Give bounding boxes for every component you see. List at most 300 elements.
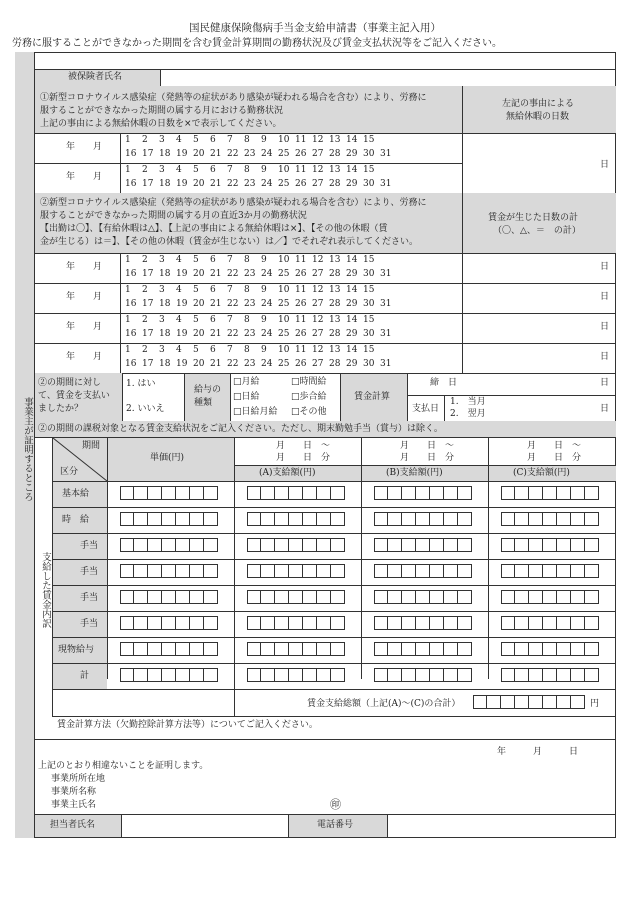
- day-number[interactable]: 25: [278, 359, 290, 369]
- pay-type-daily-monthly[interactable]: □日給月給: [233, 407, 278, 417]
- day-number[interactable]: 26: [295, 269, 307, 279]
- day-number[interactable]: 29: [346, 299, 358, 309]
- day-number[interactable]: 18: [159, 269, 171, 279]
- day-number[interactable]: 28: [329, 269, 341, 279]
- period-label: 期間: [82, 441, 101, 451]
- day-number[interactable]: 7: [227, 255, 233, 265]
- certify-company-label: 事業所名称: [51, 787, 97, 797]
- payday-label: 支払日: [412, 404, 440, 414]
- day-number[interactable]: 17: [142, 149, 154, 159]
- day-number[interactable]: 11: [295, 165, 307, 175]
- day-number[interactable]: 19: [176, 269, 188, 279]
- day-number[interactable]: 3: [159, 165, 165, 175]
- day-number[interactable]: 31: [380, 359, 392, 369]
- amount-boxes-row2-col3[interactable]: [374, 512, 472, 526]
- day-number[interactable]: 24: [261, 329, 273, 339]
- pay-type-label-1: 給与の: [194, 385, 222, 395]
- day-number[interactable]: 6: [210, 165, 216, 175]
- section1-day-numbers-1-2[interactable]: [125, 149, 397, 160]
- day-number[interactable]: 22: [227, 299, 239, 309]
- day-number[interactable]: 30: [363, 329, 375, 339]
- day-number[interactable]: 18: [159, 359, 171, 369]
- day-number[interactable]: 28: [329, 329, 341, 339]
- day-number[interactable]: 20: [193, 359, 205, 369]
- period-c-from[interactable]: 月 日 ～: [527, 441, 582, 451]
- day-number[interactable]: 2: [142, 285, 148, 295]
- day-number[interactable]: 13: [329, 165, 341, 175]
- insured-name-field[interactable]: [161, 70, 615, 86]
- sidebar-label: 事業主が証明するところ: [22, 397, 33, 502]
- amount-boxes-row5-col4[interactable]: [501, 590, 599, 604]
- amount-boxes-row3-col1[interactable]: [120, 538, 218, 552]
- section2-day-unit-4: 日: [600, 352, 610, 362]
- day-number[interactable]: 3: [159, 135, 165, 145]
- amount-boxes-row1-col2[interactable]: [247, 486, 345, 500]
- day-number[interactable]: 27: [312, 269, 324, 279]
- day-number[interactable]: 12: [312, 165, 324, 175]
- certify-statement: 上記のとおり相違ないことを証明します。: [38, 761, 209, 771]
- breakdown-instruction: ②の期間の課税対象となる賃金支給状況をご記入ください。ただし、期末勤勉手当（賞与）は除く。: [38, 424, 443, 434]
- day-number[interactable]: 22: [227, 179, 239, 189]
- amount-boxes-row8-col4[interactable]: [501, 668, 599, 682]
- day-number[interactable]: 14: [346, 345, 358, 355]
- day-number[interactable]: 27: [312, 359, 324, 369]
- section2-day-numbers-1-2[interactable]: [125, 269, 397, 280]
- day-number[interactable]: 2: [142, 165, 148, 175]
- day-number[interactable]: 11: [295, 345, 307, 355]
- day-number[interactable]: 9: [261, 285, 267, 295]
- section2-day-numbers-2-2[interactable]: [125, 299, 397, 310]
- closing-day-unit: 日: [600, 378, 610, 388]
- day-number[interactable]: 8: [244, 345, 250, 355]
- day-number[interactable]: 15: [363, 345, 375, 355]
- section1-right-line2: 無給休暇の日数: [506, 112, 570, 122]
- day-number[interactable]: 24: [261, 359, 273, 369]
- section2-day-numbers-3-2[interactable]: [125, 329, 397, 340]
- day-number[interactable]: 12: [312, 135, 324, 145]
- day-number[interactable]: 29: [346, 329, 358, 339]
- day-number[interactable]: 26: [295, 299, 307, 309]
- category-label: 区分: [60, 467, 79, 477]
- section1-day-numbers-1-1[interactable]: [125, 135, 380, 146]
- day-number[interactable]: 5: [193, 165, 199, 175]
- payment-no-option[interactable]: 2. いいえ: [126, 404, 165, 414]
- amount-boxes-row7-col4[interactable]: [501, 642, 599, 656]
- day-number[interactable]: 4: [176, 255, 182, 265]
- section2-day-numbers-4-2[interactable]: [125, 359, 397, 370]
- section2-day-unit-2: 日: [600, 292, 610, 302]
- day-number[interactable]: 28: [329, 359, 341, 369]
- amount-boxes-row8-col2[interactable]: [247, 668, 345, 682]
- amount-boxes-row5-col3[interactable]: [374, 590, 472, 604]
- breakdown-row-label-8: 計: [80, 671, 90, 681]
- day-number[interactable]: 13: [329, 315, 341, 325]
- day-number[interactable]: 6: [210, 285, 216, 295]
- day-number[interactable]: 9: [261, 345, 267, 355]
- payment-yes-option[interactable]: 1. はい: [126, 379, 156, 389]
- phone-label: 電話番号: [317, 820, 354, 830]
- day-number[interactable]: 16: [125, 269, 137, 279]
- day-number[interactable]: 23: [244, 149, 256, 159]
- section1-year-month-1[interactable]: 年 月: [66, 142, 103, 152]
- amount-boxes-row4-col3[interactable]: [374, 564, 472, 578]
- day-number[interactable]: 15: [363, 165, 375, 175]
- day-number[interactable]: 16: [125, 359, 137, 369]
- day-number[interactable]: 19: [176, 179, 188, 189]
- amount-boxes-row1-col3[interactable]: [374, 486, 472, 500]
- calc-method-label: 賃金計算方法（欠勤控除計算方法等）についてご記入ください。: [57, 720, 318, 730]
- amount-boxes-row7-col2[interactable]: [247, 642, 345, 656]
- day-number[interactable]: 5: [193, 255, 199, 265]
- day-number[interactable]: 21: [210, 269, 222, 279]
- day-number[interactable]: 2: [142, 345, 148, 355]
- payment-question-1: ②の期間に対し: [38, 378, 102, 388]
- day-number[interactable]: 29: [346, 269, 358, 279]
- day-number[interactable]: 3: [159, 255, 165, 265]
- section2-year-month-1[interactable]: 年 月: [66, 262, 103, 272]
- day-number[interactable]: 27: [312, 179, 324, 189]
- day-number[interactable]: 26: [295, 179, 307, 189]
- day-number[interactable]: 18: [159, 299, 171, 309]
- day-number[interactable]: 14: [346, 135, 358, 145]
- day-number[interactable]: 17: [142, 179, 154, 189]
- employer-sidebar: [15, 52, 35, 838]
- day-number[interactable]: 12: [312, 285, 324, 295]
- day-number[interactable]: 10: [278, 285, 290, 295]
- day-number[interactable]: 29: [346, 359, 358, 369]
- amount-boxes-row4-col4[interactable]: [501, 564, 599, 578]
- breakdown-row-label-2: 時 給: [62, 515, 90, 525]
- day-number[interactable]: 23: [244, 269, 256, 279]
- amount-boxes-row4-col2[interactable]: [247, 564, 345, 578]
- section2-day-numbers-3-1[interactable]: [125, 315, 380, 326]
- day-number[interactable]: 12: [312, 315, 324, 325]
- day-number[interactable]: 31: [380, 329, 392, 339]
- day-number[interactable]: 31: [380, 269, 392, 279]
- day-number[interactable]: 10: [278, 165, 290, 175]
- day-number[interactable]: 13: [329, 285, 341, 295]
- col-b-label: (B)支給額(円): [386, 468, 443, 478]
- breakdown-row-label-6: 手当: [80, 619, 99, 629]
- section1-day-numbers-2-2[interactable]: [125, 179, 397, 190]
- amount-boxes-row3-col2[interactable]: [247, 538, 345, 552]
- pay-type-monthly[interactable]: □月給: [233, 377, 260, 387]
- day-number[interactable]: 30: [363, 359, 375, 369]
- period-a-to[interactable]: 月 日 分: [276, 453, 331, 463]
- day-number[interactable]: 25: [278, 179, 290, 189]
- day-number[interactable]: 14: [346, 315, 358, 325]
- form-title: 国民健康保険傷病手当金支給申請書（事業主記入用）: [189, 22, 441, 34]
- day-number[interactable]: 6: [210, 135, 216, 145]
- day-number[interactable]: 5: [193, 135, 199, 145]
- day-number[interactable]: 17: [142, 329, 154, 339]
- section2-day-unit-1: 日: [600, 262, 610, 272]
- day-number[interactable]: 21: [210, 329, 222, 339]
- day-number[interactable]: 7: [227, 315, 233, 325]
- pay-type-commission[interactable]: □歩合給: [291, 392, 327, 402]
- amount-boxes-row5-col2[interactable]: [247, 590, 345, 604]
- day-number[interactable]: 16: [125, 329, 137, 339]
- day-number[interactable]: 13: [329, 135, 341, 145]
- day-number[interactable]: 8: [244, 255, 250, 265]
- day-number[interactable]: 2: [142, 315, 148, 325]
- day-number[interactable]: 20: [193, 329, 205, 339]
- day-number[interactable]: 19: [176, 329, 188, 339]
- day-number[interactable]: 7: [227, 285, 233, 295]
- pay-type-other[interactable]: □その他: [291, 407, 327, 417]
- day-number[interactable]: 19: [176, 299, 188, 309]
- total-amount-boxes[interactable]: [473, 695, 585, 709]
- section2-right-line2: （〇、△、＝ の計）: [493, 226, 581, 236]
- amount-boxes-row2-col2[interactable]: [247, 512, 345, 526]
- day-number[interactable]: 23: [244, 329, 256, 339]
- day-number[interactable]: 3: [159, 345, 165, 355]
- pay-type-daily[interactable]: □日給: [233, 392, 260, 402]
- day-number[interactable]: 30: [363, 269, 375, 279]
- day-number[interactable]: 7: [227, 345, 233, 355]
- section2-day-numbers-1-1[interactable]: [125, 255, 380, 266]
- day-number[interactable]: 29: [346, 149, 358, 159]
- seal-mark: ㊞: [330, 798, 341, 811]
- phone-field[interactable]: [388, 815, 615, 837]
- day-number[interactable]: 28: [329, 149, 341, 159]
- amount-boxes-row1-col4[interactable]: [501, 486, 599, 500]
- day-number[interactable]: 21: [210, 359, 222, 369]
- breakdown-row-label-5: 手当: [80, 593, 99, 603]
- day-number[interactable]: 4: [176, 315, 182, 325]
- amount-boxes-row8-col1[interactable]: [120, 668, 218, 682]
- day-number[interactable]: 8: [244, 165, 250, 175]
- breakdown-side-label: 支給した賃金内訳: [40, 552, 51, 628]
- col-c-label: (C)支給額(円): [513, 468, 570, 478]
- period-b-to[interactable]: 月 日 分: [400, 453, 455, 463]
- day-number[interactable]: 30: [363, 149, 375, 159]
- certify-date[interactable]: 年 月 日: [497, 747, 579, 757]
- day-number[interactable]: 25: [278, 299, 290, 309]
- day-number[interactable]: 8: [244, 315, 250, 325]
- section2-line4: 金が生じる）は＝】、【その他の休暇（賃金が生じない）は／】でそれぞれ表示してください。: [40, 237, 419, 247]
- day-number[interactable]: 2: [142, 135, 148, 145]
- day-number[interactable]: 9: [261, 135, 267, 145]
- day-number[interactable]: 15: [363, 255, 375, 265]
- day-number[interactable]: 30: [363, 299, 375, 309]
- day-number[interactable]: 27: [312, 149, 324, 159]
- day-number[interactable]: 26: [295, 359, 307, 369]
- day-number[interactable]: 15: [363, 315, 375, 325]
- day-number[interactable]: 31: [380, 149, 392, 159]
- day-number[interactable]: 1: [125, 345, 131, 355]
- day-number[interactable]: 14: [346, 285, 358, 295]
- day-number[interactable]: 24: [261, 149, 273, 159]
- day-number[interactable]: 20: [193, 269, 205, 279]
- section2-day-numbers-2-1[interactable]: [125, 285, 380, 296]
- day-number[interactable]: 16: [125, 179, 137, 189]
- unit-price-label: 単価(円): [150, 453, 185, 463]
- day-number[interactable]: 26: [295, 149, 307, 159]
- form-subtitle: 労務に服することができなかった期間を含む賃金計算期間の勤務状況及び賃金支払状況等をご記入ください。: [12, 38, 502, 49]
- day-number[interactable]: 15: [363, 135, 375, 145]
- day-number[interactable]: 25: [278, 329, 290, 339]
- day-number[interactable]: 20: [193, 299, 205, 309]
- day-number[interactable]: 12: [312, 255, 324, 265]
- amount-boxes-row3-col3[interactable]: [374, 538, 472, 552]
- day-number[interactable]: 18: [159, 149, 171, 159]
- day-number[interactable]: 6: [210, 345, 216, 355]
- day-number[interactable]: 17: [142, 359, 154, 369]
- section2-day-unit-3: 日: [600, 322, 610, 332]
- day-number[interactable]: 14: [346, 255, 358, 265]
- section2-right-line1: 賃金が生じた日数の計: [488, 213, 579, 223]
- day-number[interactable]: 9: [261, 255, 267, 265]
- day-number[interactable]: 20: [193, 179, 205, 189]
- day-number[interactable]: 18: [159, 329, 171, 339]
- amount-boxes-row5-col1[interactable]: [120, 590, 218, 604]
- certify-owner-label: 事業主氏名: [51, 800, 97, 810]
- amount-boxes-row1-col1[interactable]: [120, 486, 218, 500]
- day-number[interactable]: 25: [278, 269, 290, 279]
- day-number[interactable]: 1: [125, 255, 131, 265]
- pay-type-hourly[interactable]: □時間給: [291, 377, 327, 387]
- day-number[interactable]: 22: [227, 329, 239, 339]
- day-number[interactable]: 25: [278, 149, 290, 159]
- day-number[interactable]: 16: [125, 149, 137, 159]
- amount-boxes-row6-col1[interactable]: [120, 616, 218, 630]
- day-number[interactable]: 9: [261, 165, 267, 175]
- day-number[interactable]: 4: [176, 345, 182, 355]
- day-number[interactable]: 4: [176, 285, 182, 295]
- day-number[interactable]: 4: [176, 135, 182, 145]
- period-b-from[interactable]: 月 日 ～: [400, 441, 455, 451]
- period-a-from[interactable]: 月 日 ～: [276, 441, 331, 451]
- day-number[interactable]: 24: [261, 299, 273, 309]
- amount-boxes-row6-col4[interactable]: [501, 616, 599, 630]
- day-number[interactable]: 21: [210, 149, 222, 159]
- day-number[interactable]: 22: [227, 359, 239, 369]
- day-number[interactable]: 5: [193, 285, 199, 295]
- day-number[interactable]: 9: [261, 315, 267, 325]
- day-number[interactable]: 23: [244, 299, 256, 309]
- day-number[interactable]: 31: [380, 179, 392, 189]
- day-number[interactable]: 7: [227, 135, 233, 145]
- day-number[interactable]: 6: [210, 315, 216, 325]
- day-number[interactable]: 6: [210, 255, 216, 265]
- amount-boxes-row7-col1[interactable]: [120, 642, 218, 656]
- section1-day-numbers-2-1[interactable]: [125, 165, 380, 176]
- day-number[interactable]: 27: [312, 299, 324, 309]
- day-number[interactable]: 11: [295, 255, 307, 265]
- section2-line1: ②新型コロナウイルス感染症（発熱等の症状があり感染が疑われる場合を含む）により、労務に: [40, 198, 427, 208]
- day-number[interactable]: 31: [380, 299, 392, 309]
- day-number[interactable]: 13: [329, 345, 341, 355]
- payday-unit: 日: [600, 404, 610, 414]
- section2-year-month-3[interactable]: 年 月: [66, 322, 103, 332]
- day-number[interactable]: 21: [210, 299, 222, 309]
- section2-line2: 服することができなかった期間の属する月の直近3か月の勤務状況: [40, 211, 307, 221]
- day-number[interactable]: 15: [363, 285, 375, 295]
- day-number[interactable]: 28: [329, 299, 341, 309]
- day-number[interactable]: 10: [278, 255, 290, 265]
- day-number[interactable]: 5: [193, 345, 199, 355]
- day-number[interactable]: 18: [159, 179, 171, 189]
- day-number[interactable]: 2: [142, 255, 148, 265]
- day-number[interactable]: 8: [244, 135, 250, 145]
- amount-boxes-row2-col4[interactable]: [501, 512, 599, 526]
- day-number[interactable]: 19: [176, 149, 188, 159]
- day-number[interactable]: 23: [244, 359, 256, 369]
- amount-boxes-row4-col1[interactable]: [120, 564, 218, 578]
- pay-type-label-2: 種類: [194, 398, 213, 408]
- closing-day-label: 締 日: [430, 378, 458, 388]
- day-number[interactable]: 20: [193, 149, 205, 159]
- day-number[interactable]: 1: [125, 285, 131, 295]
- amount-boxes-row6-col3[interactable]: [374, 616, 472, 630]
- section1-year-month-2[interactable]: 年 月: [66, 172, 103, 182]
- period-c-to[interactable]: 月 日 分: [527, 453, 582, 463]
- payday-option-1[interactable]: 1. 当月: [450, 397, 486, 407]
- day-number[interactable]: 10: [278, 345, 290, 355]
- day-number[interactable]: 10: [278, 315, 290, 325]
- day-number[interactable]: 27: [312, 329, 324, 339]
- section2-day-numbers-4-1[interactable]: [125, 345, 380, 356]
- day-number[interactable]: 28: [329, 179, 341, 189]
- day-number[interactable]: 1: [125, 315, 131, 325]
- day-number[interactable]: 11: [295, 315, 307, 325]
- day-number[interactable]: 11: [295, 285, 307, 295]
- amount-boxes-row7-col3[interactable]: [374, 642, 472, 656]
- day-number[interactable]: 19: [176, 359, 188, 369]
- day-number[interactable]: 30: [363, 179, 375, 189]
- day-number[interactable]: 29: [346, 179, 358, 189]
- day-number[interactable]: 17: [142, 299, 154, 309]
- day-number[interactable]: 17: [142, 269, 154, 279]
- day-number[interactable]: 26: [295, 329, 307, 339]
- day-number[interactable]: 23: [244, 179, 256, 189]
- day-number[interactable]: 14: [346, 165, 358, 175]
- day-number[interactable]: 24: [261, 269, 273, 279]
- insured-name-label: 被保険者氏名: [68, 72, 123, 82]
- day-number[interactable]: 21: [210, 179, 222, 189]
- day-number[interactable]: 13: [329, 255, 341, 265]
- amount-boxes-row8-col3[interactable]: [374, 668, 472, 682]
- day-number[interactable]: 10: [278, 135, 290, 145]
- payday-option-2[interactable]: 2. 翌月: [450, 409, 486, 419]
- day-number[interactable]: 22: [227, 269, 239, 279]
- section2-year-month-2[interactable]: 年 月: [66, 292, 103, 302]
- day-number[interactable]: 1: [125, 135, 131, 145]
- day-number[interactable]: 5: [193, 315, 199, 325]
- day-number[interactable]: 11: [295, 135, 307, 145]
- day-number[interactable]: 3: [159, 285, 165, 295]
- section1-day-unit: 日: [600, 160, 610, 170]
- amount-boxes-row6-col2[interactable]: [247, 616, 345, 630]
- day-number[interactable]: 16: [125, 299, 137, 309]
- day-number[interactable]: 4: [176, 165, 182, 175]
- section2-year-month-4[interactable]: 年 月: [66, 352, 103, 362]
- day-number[interactable]: 24: [261, 179, 273, 189]
- breakdown-row-label-7: 現物給与: [58, 645, 95, 655]
- amount-boxes-row3-col4[interactable]: [501, 538, 599, 552]
- day-number[interactable]: 8: [244, 285, 250, 295]
- total-label: 賃金支給総額（上記(A)～(C)の合計）: [307, 699, 461, 709]
- day-number[interactable]: 3: [159, 315, 165, 325]
- day-number[interactable]: 7: [227, 165, 233, 175]
- day-number[interactable]: 22: [227, 149, 239, 159]
- amount-boxes-row2-col1[interactable]: [120, 512, 218, 526]
- day-number[interactable]: 1: [125, 165, 131, 175]
- section1-line3: 上記の事由による無給休暇の日数を×で表示してください。: [40, 119, 282, 129]
- staff-name-field[interactable]: [122, 815, 288, 837]
- day-number[interactable]: 12: [312, 345, 324, 355]
